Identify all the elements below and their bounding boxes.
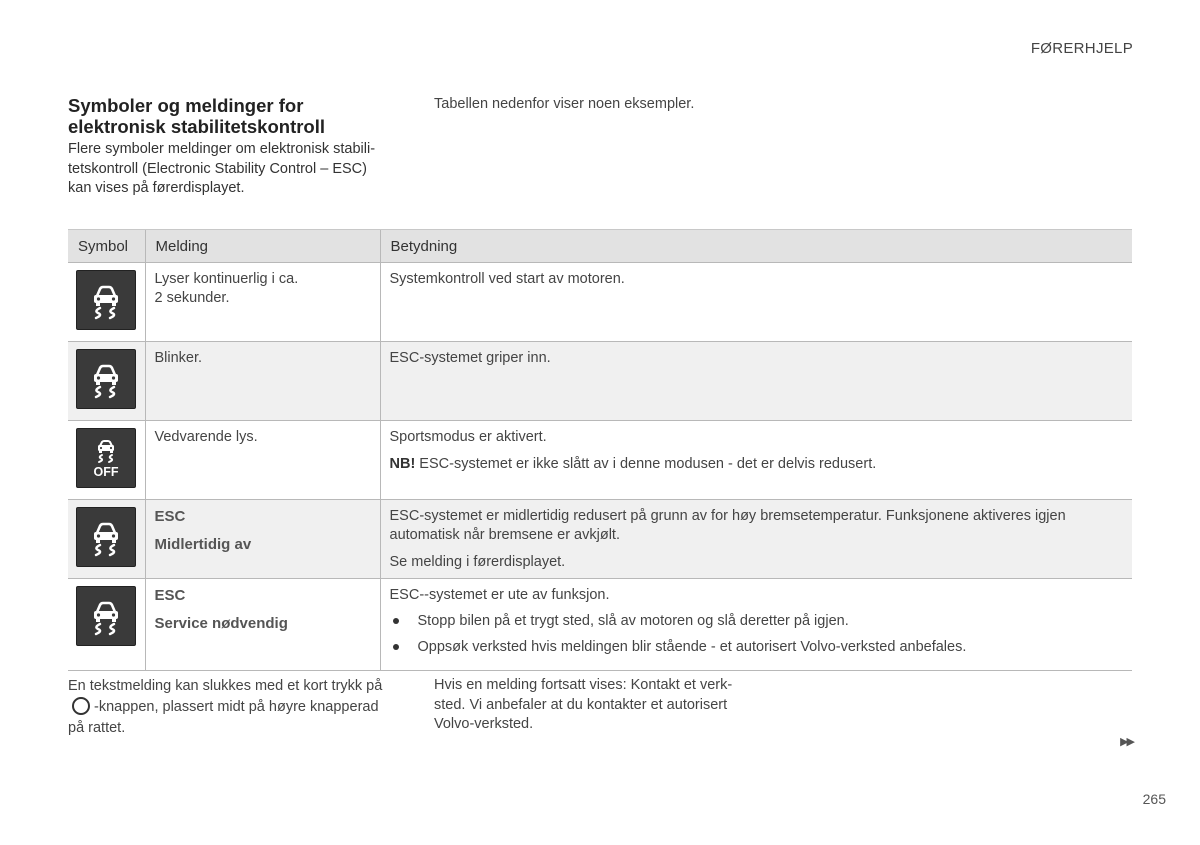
meaning-cell	[380, 342, 1132, 421]
col-header-message: Melding	[145, 230, 380, 263]
message-cell	[145, 421, 380, 500]
esc-skid-icon	[76, 586, 136, 646]
message-line: Blinker.	[154, 350, 203, 366]
symbol-cell	[68, 263, 145, 342]
table-header-row	[68, 230, 1132, 263]
col-header-symbol: Symbol	[68, 230, 145, 263]
message-line: 2 sekunder.	[154, 290, 230, 306]
table-intro: Tabellen nedenfor viser noen eksempler.	[434, 96, 695, 112]
intro-text	[68, 140, 398, 199]
message-subtitle: Midlertidig av	[154, 536, 252, 553]
note-body: ESC-systemet er ikke slått av i denne modusen - det er delvis redusert.	[415, 456, 877, 472]
note-line: sted. Vi anbefaler at du kontakter et autorisert	[434, 696, 728, 713]
meaning-cell	[380, 579, 1132, 671]
message-line: Vedvarende lys.	[154, 429, 258, 445]
meaning-text: Sportsmodus er aktivert.	[389, 429, 547, 445]
note-line: Hvis en melding fortsatt vises: Kontakt et verk-	[434, 677, 733, 693]
note-line: Volvo-verksted.	[434, 716, 534, 732]
page-title	[68, 95, 398, 137]
meaning-cell	[380, 263, 1132, 342]
action-list	[390, 612, 1125, 657]
message-title: ESC	[154, 587, 186, 604]
list-item: Oppsøk verksted hvis meldingen blir stående - et autorisert Volvo-verksted anbefales.	[390, 638, 1125, 657]
round-button-icon	[72, 697, 90, 715]
symbols-table	[68, 229, 1132, 671]
dismiss-note	[68, 676, 408, 739]
col-header-meaning: Betydning	[380, 230, 1132, 263]
note-label: NB!	[389, 456, 416, 472]
meaning-cell	[380, 500, 1132, 579]
symbol-cell	[68, 500, 145, 579]
table-row	[68, 500, 1132, 579]
esc-skid-icon	[76, 270, 136, 330]
intro-line: Flere symboler meldinger om elektronisk stabili-	[68, 141, 376, 157]
page-title-line: elektronisk stabilitetskontroll	[68, 116, 326, 137]
message-subtitle: Service nødvendig	[154, 615, 288, 632]
table-row	[68, 579, 1132, 671]
meaning-text: ESC-systemet griper inn.	[389, 350, 551, 366]
note-line: på rattet.	[68, 720, 126, 736]
table-row	[68, 263, 1132, 342]
message-title: ESC	[154, 508, 186, 525]
meaning-cell	[380, 421, 1132, 500]
esc-skid-icon	[76, 507, 136, 567]
table-row	[68, 342, 1132, 421]
intro-line: tetskontroll (Electronic Stability Control – ESC)	[68, 160, 367, 177]
message-cell	[145, 579, 380, 671]
symbol-cell	[68, 579, 145, 671]
meaning-text: Systemkontroll ved start av motoren.	[389, 271, 625, 287]
double-arrow-right-icon: ▶▶	[1120, 736, 1133, 748]
note-line: En tekstmelding kan slukkes med et kort trykk på	[68, 678, 383, 694]
section-label: FØRERHJELP	[1030, 40, 1133, 57]
message-cell	[145, 500, 380, 579]
note-line-text: -knappen, plassert midt på høyre knapperad	[94, 699, 379, 715]
note-text	[390, 455, 1125, 474]
intro-line: kan vises på førerdisplayet.	[68, 180, 245, 196]
message-cell	[145, 342, 380, 421]
off-label: OFF	[93, 465, 119, 479]
meaning-text: ESC-systemet er midlertidig redusert på grunn av for høy bremsetemperatur. Funksjonene aktiveres igjen automatisk når bremsene er avkjølt.	[389, 508, 1066, 543]
meaning-text: ESC--systemet er ute av funksjon.	[389, 587, 610, 603]
symbol-cell	[68, 342, 145, 421]
list-item: Stopp bilen på et trygt sted, slå av motoren og slå deretter på igjen.	[390, 612, 1125, 631]
page-title-line: Symboler og meldinger for	[68, 95, 304, 116]
table-row	[68, 421, 1132, 500]
message-line: Lyser kontinuerlig i ca.	[154, 271, 299, 287]
meaning-text: Se melding i førerdisplayet.	[389, 554, 566, 570]
note-line	[68, 697, 408, 718]
esc-off-icon	[76, 428, 136, 488]
esc-skid-icon	[76, 349, 136, 409]
workshop-note	[434, 676, 764, 735]
page-number: 265	[1142, 791, 1166, 807]
symbol-cell	[68, 421, 145, 500]
message-cell	[145, 263, 380, 342]
